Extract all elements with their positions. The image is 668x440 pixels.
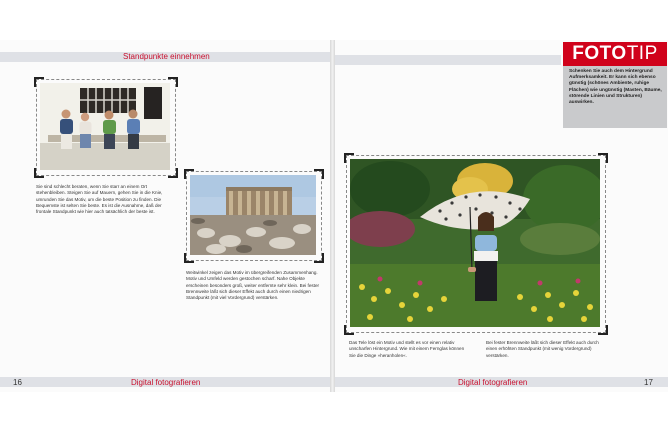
foto-word: FOTO	[572, 43, 627, 64]
group-photo	[40, 83, 170, 170]
page-number-right: 17	[644, 378, 653, 387]
left-caption-1: Sie sind schlecht beraten, wenn Sie starr an einem Ort stehenbleiben. Steigen Sie auf Mauern, gehen Sie in die Knie, umrunden Sie das Motiv, um die beste Position zu finden. Die Bequemste ist selten Sie beste. Es ist die Ausnahme, daß der frontale Standpunkt wie hier auch tatsächlich der beste ist.	[36, 184, 163, 215]
right-footer: Digital fotografieren	[458, 378, 528, 387]
left-caption-2: Weitwinkel zeigen das Motiv im übergreifenden Zusammenhang. Motiv und Umfeld werden gestochen scharf. Nahe Objekte erscheinen besonders groß, weiter entfernte sehr klein. Bei fester Brennweite läßt sich dieser Effekt auch durch einen niedrigen Standpunkt (mit viel Vordergrund) verstärken.	[186, 270, 320, 301]
right-caption-2: Bei fester Brennweite läßt sich dieser Effekt auch durch einen erhöhten Standpunkt (mit wenig Vordergrund) verstärken.	[486, 340, 599, 358]
page-number-left: 16	[13, 378, 22, 387]
ruins-photo	[190, 175, 316, 255]
tip-word: TIP	[626, 43, 658, 64]
left-page-header: Standpunkte einnehmen	[123, 52, 210, 61]
right-caption-1: Das Tele löst ein Motiv und stellt es vor einen relativ unscharfen Hintergrund. Wie mit einem Fernglas können Sie die Dinge »heranholen«.	[349, 340, 465, 358]
portrait-photo	[350, 159, 600, 327]
left-footer: Digital fotografieren	[131, 378, 201, 387]
right-header-band	[335, 55, 561, 65]
tip-text: Schenken Sie auch dem Hintergrund Aufmerksamkeit. Er kann sich ebenso günstig (schönes Ambiente, ruhige Flächen) wie ungünstig (Masten, Bäume, störende Linien und Strukturen) auswirken.	[569, 69, 662, 106]
foto-tip-badge	[563, 42, 667, 66]
